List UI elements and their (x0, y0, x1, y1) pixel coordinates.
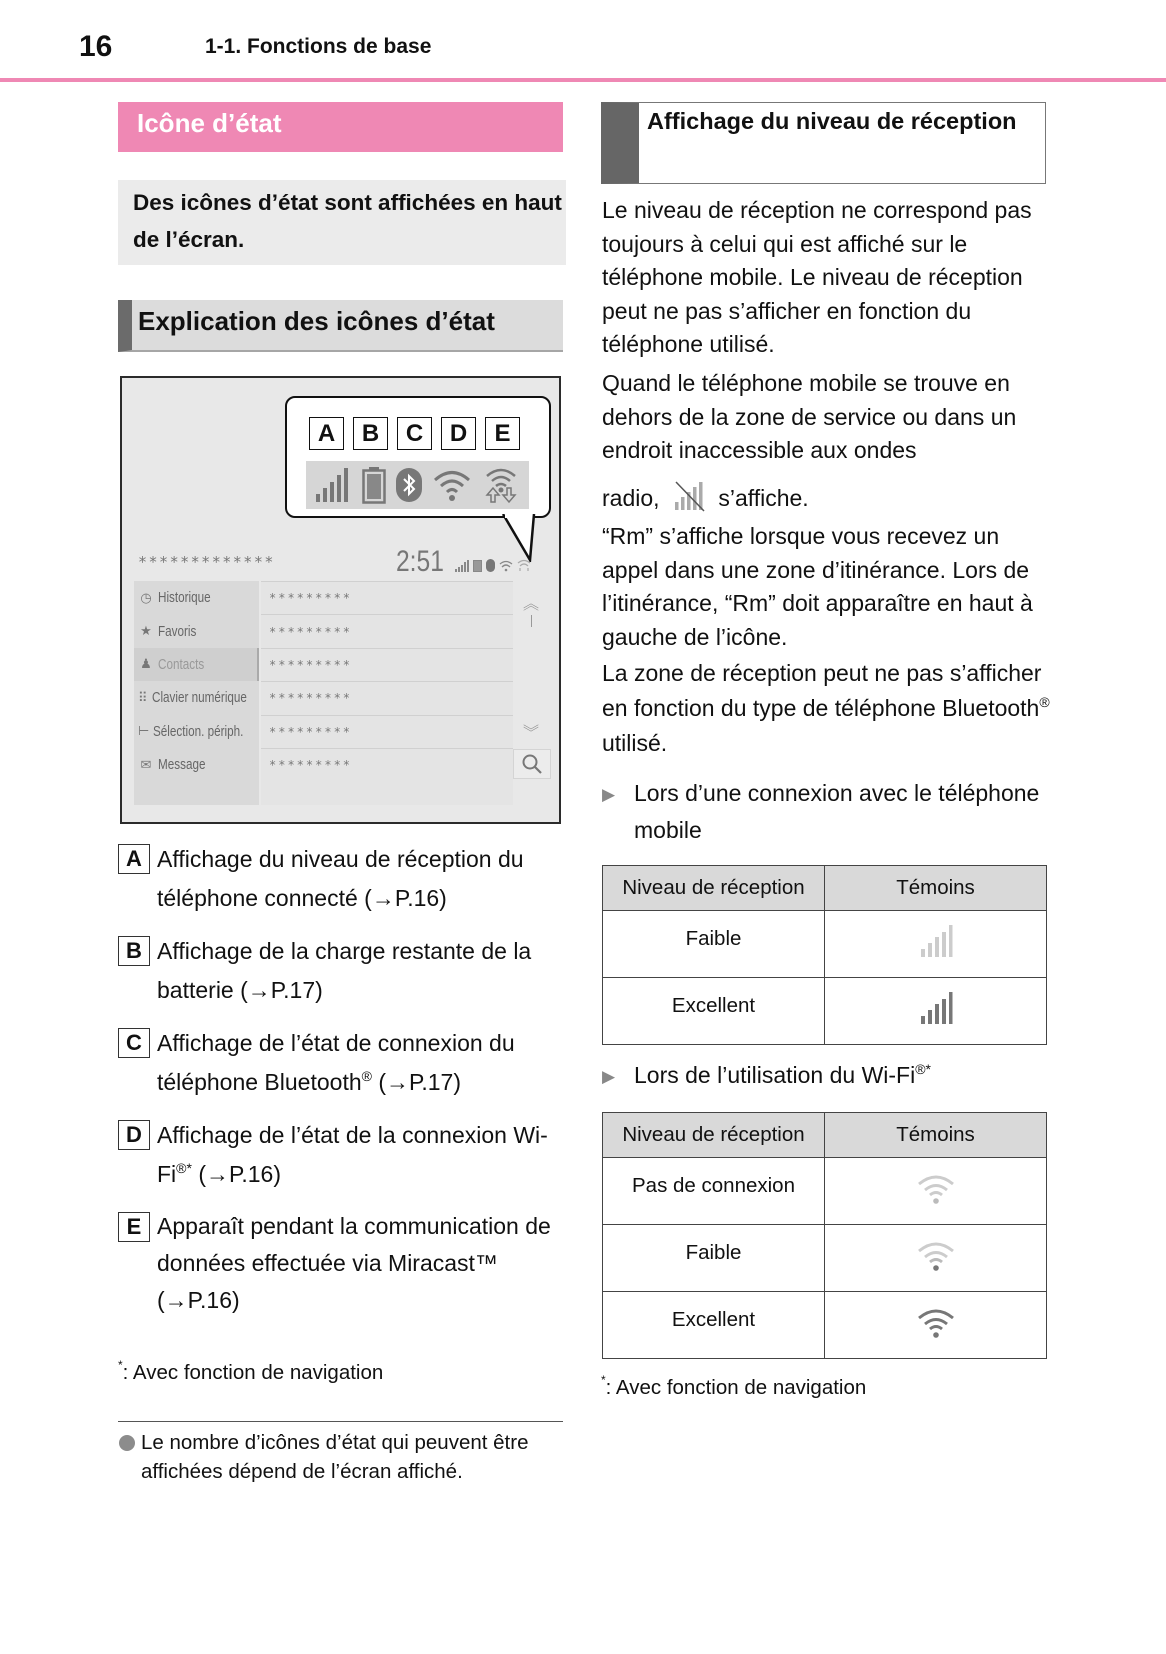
level-cell: Faible (603, 911, 825, 978)
chapter-title: 1-1. Fonctions de base (205, 35, 432, 58)
section-heading: Icône d’état (118, 102, 563, 152)
scroll-controls (513, 581, 551, 805)
wifi-weak-icon (916, 1239, 956, 1271)
callout-letter-b: B (353, 417, 388, 450)
status-icons (455, 559, 531, 572)
reception-heading: Affichage du niveau de réception (601, 102, 1046, 184)
intro-box: Des icônes d’état sont affichées en haut de l’écran. (118, 180, 566, 265)
paragraph: Quand le téléphone mobile se trouve en dehors de la zone de service ou dans un endroit inaccessible aux ondes (602, 370, 1017, 463)
menu-item-message[interactable]: ✉ Message (134, 748, 259, 781)
list-item[interactable]: ********* (261, 748, 513, 781)
triangle-bullet-icon: ▶ (602, 785, 616, 804)
table-header: Témoins (825, 866, 1047, 911)
clock-icon: ◷ (140, 589, 152, 605)
header-rule (0, 78, 1166, 82)
legend-letter: A (118, 844, 150, 874)
table-row (603, 1292, 1047, 1359)
table-row (603, 1225, 1047, 1292)
phone-side-menu (134, 581, 259, 805)
legend-item-a (118, 840, 568, 918)
level-cell: Faible (603, 1225, 825, 1292)
signal-icon (455, 560, 469, 572)
paragraph-continued: radio, s’affiche. (602, 480, 1052, 516)
legend-item-e (118, 1208, 568, 1319)
paragraph: Le niveau de réception ne correspond pas toujours à celui qui est affiché sur le téléphone mobile. Le niveau de réception peut ne pas s’afficher en fonction du téléphone utilisé. (602, 197, 1032, 357)
callout-letter-a: A (309, 417, 344, 450)
table-header: Niveau de réception (603, 1113, 825, 1158)
menu-item-clavier[interactable]: ⠿ Clavier numérique (138, 689, 247, 707)
subsection-heading: Explication des icônes d’état (118, 300, 563, 352)
clock: 2:51 (396, 545, 444, 578)
screen-illustration (120, 376, 561, 824)
menu-item-historique[interactable]: ◷ Historique (134, 581, 259, 614)
signal-excellent-icon (919, 991, 953, 1025)
wifi-reception-table (602, 1112, 1047, 1359)
battery-icon (473, 559, 482, 572)
status-bar (134, 545, 551, 583)
note-divider (118, 1421, 563, 1422)
legend-text: Affichage de l’état de la connexion Wi-Fi®* (→P.16) (157, 1122, 548, 1187)
star-icon: ★ (140, 623, 152, 639)
no-signal-icon (672, 480, 706, 512)
table-row (603, 978, 1047, 1045)
table-row (603, 1158, 1047, 1225)
wifi-icon (499, 559, 513, 572)
legend-text: Affichage du niveau de réception du téléphone connecté (→P.16) (157, 846, 524, 911)
level-cell: Excellent (603, 978, 825, 1045)
mobile-reception-table (602, 865, 1047, 1045)
screen-title-masked: ************* (138, 553, 275, 571)
envelope-icon: ✉ (140, 756, 152, 772)
table-row (603, 911, 1047, 978)
table-header: Niveau de réception (603, 866, 825, 911)
legend-letter: C (118, 1028, 150, 1058)
footnote: *: Avec fonction de navigation (118, 1358, 384, 1384)
contact-list (261, 581, 513, 805)
list-item[interactable]: ********* (261, 648, 513, 681)
bluetooth-icon (486, 559, 495, 572)
bullet-wifi: ▶ Lors de l’utilisation du Wi-Fi®* (602, 1057, 1052, 1095)
wifi-none-icon (916, 1172, 956, 1204)
list-item[interactable]: ********* (261, 614, 513, 647)
callout-letters (309, 417, 520, 450)
person-icon: ♟ (140, 656, 152, 672)
legend-item-b (118, 932, 568, 1010)
device-icon: ⊢ (138, 723, 150, 739)
info-note: Le nombre d’icônes d’état qui peuvent être affichées dépend de l’écran affiché. (118, 1428, 568, 1486)
legend-item-d (118, 1116, 568, 1194)
menu-item-selection-periph[interactable]: ⊢ Sélection. périph. (138, 722, 244, 740)
scroll-down-icon[interactable]: ︾ (523, 725, 540, 742)
callout-icon-strip (306, 461, 529, 509)
list-item[interactable]: ********* (261, 715, 513, 748)
bullet-mobile: ▶ Lors d’une connexion avec le téléphone mobile (602, 775, 1052, 849)
search-button[interactable] (513, 749, 551, 779)
list-item[interactable]: ********* (261, 681, 513, 714)
legend-text: Affichage de l’état de connexion du téléphone Bluetooth® (→P.17) (157, 1030, 515, 1095)
list-item[interactable]: ********* (261, 581, 513, 614)
menu-item-favoris[interactable]: ★ Favoris (134, 614, 259, 647)
callout-letter-e: E (485, 417, 520, 450)
bluetooth-icon (395, 466, 423, 504)
level-cell: Pas de connexion (603, 1158, 825, 1225)
legend-text: Affichage de la charge restante de la batterie (→P.17) (157, 938, 532, 1003)
triangle-bullet-icon: ▶ (602, 1067, 616, 1086)
level-cell: Excellent (603, 1292, 825, 1359)
callout-letter-d: D (441, 417, 476, 450)
scroll-up-icon[interactable]: ︽ (523, 596, 540, 613)
legend-text: Apparaît pendant la communication de données effectuée via Miracast™ (→P.16) (157, 1213, 551, 1313)
signal-weak-icon (919, 924, 953, 958)
wifi-excellent-icon (916, 1306, 956, 1338)
paragraph: La zone de réception peut ne pas s’afficher en fonction du type de téléphone Bluetooth® utilisé. (602, 660, 1050, 756)
legend-list (118, 840, 568, 1333)
search-icon (521, 753, 543, 775)
paragraph: “Rm” s’affiche lorsque vous recevez un appel dans une zone d’itinérance. Lors de l’itinérance, “Rm” doit apparaître en haut à gauche de l’icône. (602, 523, 1033, 650)
legend-letter: E (118, 1212, 150, 1242)
legend-letter: D (118, 1120, 150, 1150)
callout-letter-c: C (397, 417, 432, 450)
battery-icon (361, 466, 387, 504)
status-icon-callout (285, 396, 551, 518)
legend-item-c (118, 1024, 568, 1102)
footnote: *: Avec fonction de navigation (601, 1373, 867, 1399)
keypad-icon: ⠿ (138, 689, 148, 705)
menu-item-contacts[interactable]: ♟ Contacts (134, 648, 259, 681)
legend-letter: B (118, 936, 150, 966)
wifi-data-transfer-icon (481, 466, 521, 504)
wifi-icon (432, 466, 472, 504)
signal-icon (314, 466, 352, 504)
scrollbar[interactable] (531, 615, 532, 627)
wifi-data-transfer-icon (517, 559, 531, 572)
page-number: 16 (79, 30, 113, 63)
table-header: Témoins (825, 1113, 1047, 1158)
bullet-dot-icon (119, 1435, 135, 1451)
